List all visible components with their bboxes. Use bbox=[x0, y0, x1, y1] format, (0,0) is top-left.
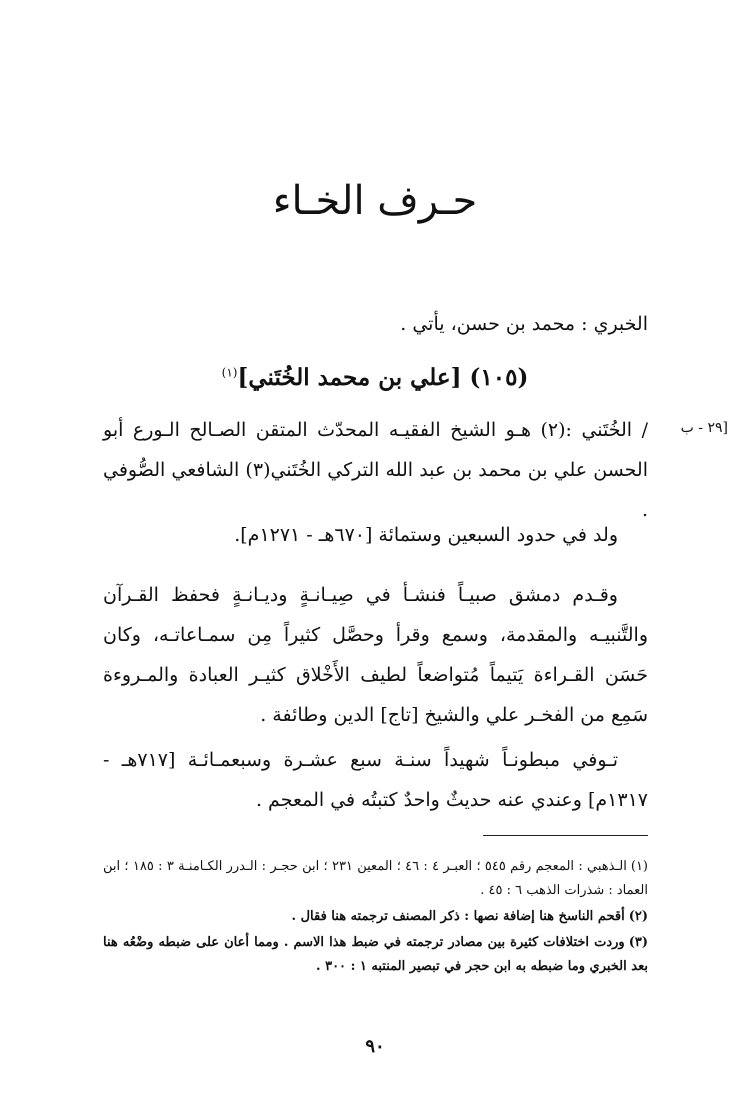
footnote bbox=[103, 905, 648, 929]
chapter-title: حـرف الخـاء bbox=[272, 178, 478, 224]
footnote-text: الـذهبي : المعجم رقم ٥٤٥ ؛ العبـر ٤ : ٤٦ ؛ المعين ٢٣١ ؛ ابن حجـر : الـدرر الكـامنـة ٣ : ١٨٥ ؛ ابن العماد : شذرات الذهب ٦ : ٤٥ . bbox=[103, 859, 648, 898]
entry-heading-text: (١٠٥) [علي بن محمد الخُتَني] bbox=[237, 364, 529, 391]
footnote-text: وردت اختلافات كثيرة بين مصادر ترجمته في ضبط هذا الاسم . ومما أعان على ضبطه وضْعُه هنا بعد الخبري وما ضبطه به ابن حجر في تبصير المنتبه ١ : ٣٠٠ . bbox=[103, 935, 648, 974]
page-number: ٩٠ bbox=[365, 1036, 385, 1057]
margin-note: ٢٩ - ب] bbox=[680, 420, 728, 436]
paragraph-education: وقـدم دمشق صبيـاً فنشـأ في صِيـانـةٍ وديـانـةٍ فحفظ القـرآن والتَّنبيـه والمقدمة، وسمع وقرأ وحصَّل كثيراً مِن سمـاعاتـه، وكان حَسَن القـراءة يَتيماً مُتواضعاً لطيف الأَخْلاق كثيـر العبادة والمـروءة سَمِع من الفخـر علي والشيخ [تاج] الدين وطائفة . bbox=[103, 584, 648, 726]
footnote-number: (٣) bbox=[628, 935, 648, 950]
footnote bbox=[103, 855, 648, 903]
footnote-number: (٢) bbox=[628, 909, 648, 924]
footnote bbox=[103, 931, 648, 979]
paragraph-death: تـوفي مبطونـاً شهيداً سنـة سبع عشـرة وسبعمـائـة [٧١٧هـ - ١٣١٧م] وعندي عنه حديثٌ واحدٌ كتبتُه في المعجم . bbox=[103, 749, 648, 811]
paragraph-biography: / الخُتَني :(٢) هـو الشيخ الفقيـه المحدّث المتقن الصـالح الـورع أبو الحسن علي بن محمد بن عبد الله التركي الخُتَني(٣) الشافعي الصُّوفي . bbox=[103, 419, 648, 521]
entry-heading bbox=[0, 364, 750, 391]
cross-reference: الخبري : محمد بن حسن، يأتي . bbox=[400, 313, 648, 335]
entry-heading-note: (١) bbox=[221, 365, 238, 380]
footnote-divider bbox=[483, 835, 648, 836]
footnotes bbox=[103, 855, 648, 981]
paragraph-birth: ولد في حدود السبعين وستمائة [٦٧٠هـ - ١٢٧١م]. bbox=[234, 524, 618, 546]
footnote-number: (١) bbox=[630, 859, 648, 874]
footnote-text: أقحم الناسخ هنا إضافة نصها : ذكر المصنف ترجمته هنا فقال . bbox=[291, 909, 625, 924]
